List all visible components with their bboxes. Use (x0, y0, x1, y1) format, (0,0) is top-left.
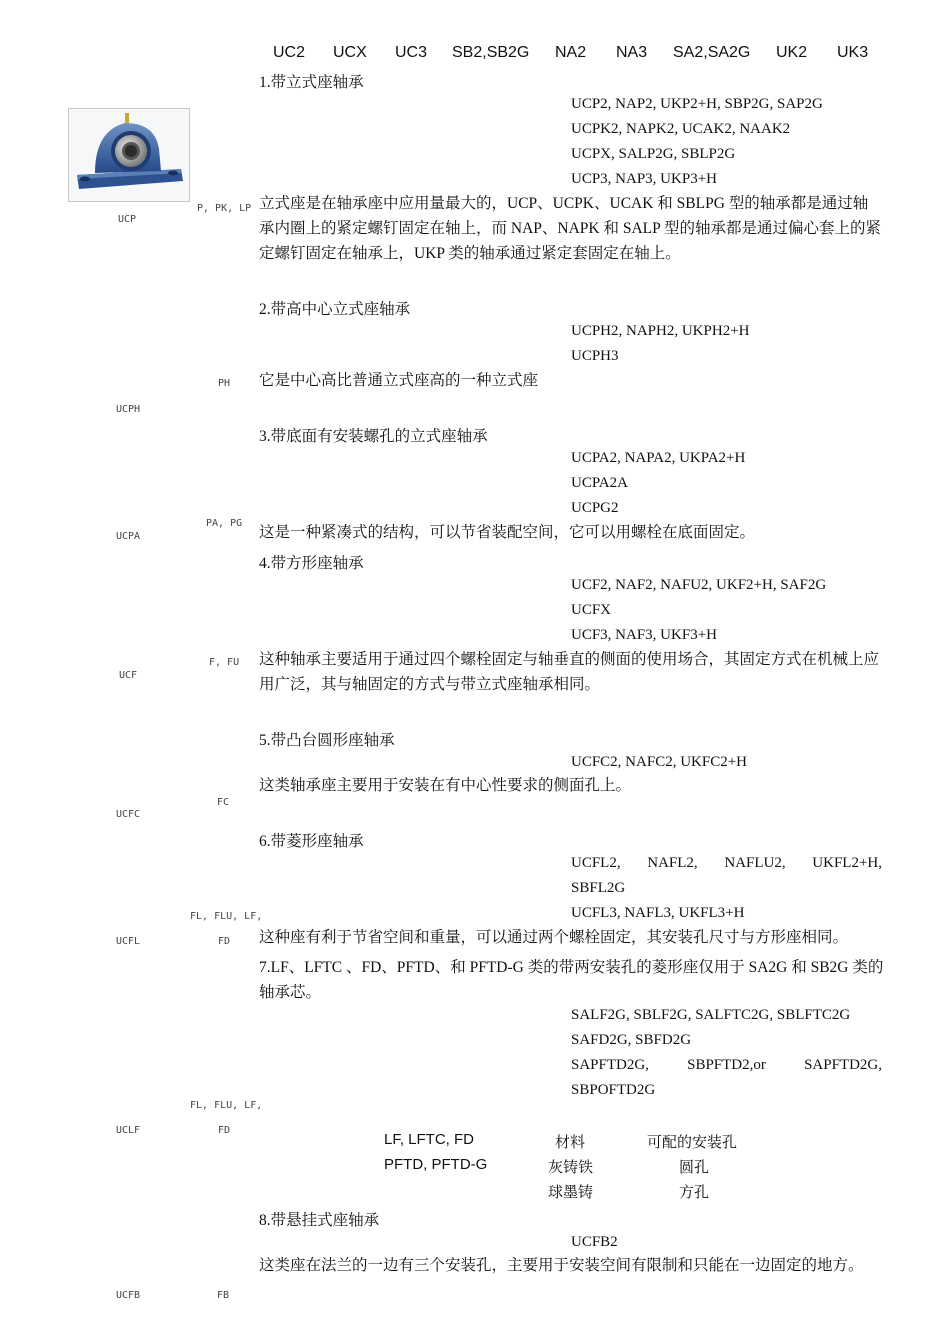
housing-type-label: FD (218, 936, 231, 947)
table-cell: 球墨铸 (548, 1185, 594, 1201)
header-code: UK3 (837, 44, 869, 61)
header-code: SB2,SB2G (452, 44, 530, 61)
section-description: 立式座是在轴承座中应用量最大的，UCP、UCPK、UCAK 和 SBLPG 型的轴承都是通过轴承内圈上的紧定螺钉固定在轴上，而 NAP、NAPK 和 SALP 型的轴承都是通过偏心套上的紧定螺钉固定在轴承上，UKP 类的轴承通过紧定套固定在轴上。 (259, 195, 882, 262)
housing-type-label: FD (218, 1125, 231, 1136)
header-code: SA2,SA2G (673, 44, 751, 61)
bearing-series-label: UCP (118, 214, 137, 225)
header-code: UC3 (395, 44, 428, 61)
bearing-series-label: UCLF (116, 1125, 141, 1136)
header-code: NA3 (616, 44, 648, 61)
model-codes: UCPA2, NAPA2, UKPA2+H (571, 450, 746, 466)
bearing-series-label: UCF (119, 670, 138, 681)
model-codes: SBPOFTD2G (571, 1082, 656, 1098)
table-cell: 材料 (555, 1135, 586, 1151)
model-codes: UCP2, NAP2, UKP2+H, SBP2G, SAP2G (571, 96, 823, 112)
housing-type-label: PH (218, 378, 231, 389)
section-description: 7.LF、LFTC 、FD、PFTD、和 PFTD-G 类的带两安装孔的菱形座仅用于 SA2G 和 SB2G 类的轴承芯。 (259, 959, 884, 1001)
model-codes: UCFB2 (571, 1234, 618, 1250)
model-codes: UCPK2, NAPK2, UCAK2, NAAK2 (571, 121, 791, 137)
housing-type-label: FB (217, 1290, 230, 1301)
model-code: SBPFTD2,or (687, 1057, 766, 1073)
header-code: UCX (333, 44, 367, 61)
model-code: SAPFTD2G, (571, 1057, 649, 1073)
model-codes (571, 1057, 882, 1074)
header-code: UK2 (776, 44, 808, 61)
header-code: UC2 (273, 44, 306, 61)
model-code: NAFL2, (647, 855, 698, 871)
table-cell: 灰铸铁 (548, 1160, 594, 1176)
housing-type-label: FL, FLU, LF, (190, 1100, 263, 1111)
table-cell: PFTD, PFTD-G (384, 1156, 488, 1173)
model-code: SAPFTD2G, (804, 1057, 882, 1073)
housing-type-label: P, PK, LP (197, 203, 252, 214)
section-description: 这种轴承主要适用于通过四个螺栓固定与轴垂直的侧面的使用场合，其固定方式在机械上应用广泛，其与轴固定的方式与带立式座轴承相同。 (259, 651, 880, 693)
bearing-series-label: UCFL (116, 936, 141, 947)
bearing-photo (68, 108, 190, 202)
model-code: NAFLU2, (724, 855, 786, 871)
table-cell: 方孔 (679, 1185, 710, 1201)
section-description: 这类轴承座主要用于安装在有中心性要求的侧面孔上。 (259, 777, 632, 794)
model-codes: SBFL2G (571, 880, 626, 896)
bearing-series-label: UCFB (116, 1290, 141, 1301)
table-cell: 圆孔 (679, 1160, 710, 1176)
section-title: 2.带高中心立式座轴承 (259, 301, 411, 318)
model-codes: UCPA2A (571, 475, 628, 491)
section-description: 这类座在法兰的一边有三个安装孔，主要用于安装空间有限制和只能在一边固定的地方。 (259, 1257, 864, 1274)
housing-type-label: PA, PG (206, 518, 243, 529)
model-codes: UCFX (571, 602, 612, 618)
section-title: 3.带底面有安装螺孔的立式座轴承 (259, 428, 488, 445)
housing-type-label: FL, FLU, LF, (190, 911, 263, 922)
table-cell: 可配的安装孔 (647, 1135, 738, 1151)
pillow-block-bearing-icon (69, 109, 189, 201)
bearing-series-label: UCPH (116, 404, 141, 415)
model-codes: UCFL3, NAFL3, UKFL3+H (571, 905, 745, 921)
bearing-series-label: UCFC (116, 809, 141, 820)
model-codes: UCF3, NAF3, UKF3+H (571, 627, 717, 643)
model-codes: UCPX, SALP2G, SBLP2G (571, 146, 736, 162)
model-codes: UCPH2, NAPH2, UKPH2+H (571, 323, 750, 339)
section-title: 8.带悬挂式座轴承 (259, 1212, 380, 1229)
model-codes: SAFD2G, SBFD2G (571, 1032, 692, 1048)
model-codes: UCF2, NAF2, NAFU2, UKF2+H, SAF2G (571, 577, 827, 593)
model-codes: UCPH3 (571, 348, 619, 364)
section-title: 1.带立式座轴承 (259, 74, 364, 91)
model-codes: UCPG2 (571, 500, 619, 516)
section-title: 5.带凸台圆形座轴承 (259, 732, 395, 749)
bearing-series-label: UCPA (116, 531, 141, 542)
section-description: 这种座有利于节省空间和重量，可以通过两个螺栓固定，其安装孔尺寸与方形座相同。 (259, 929, 849, 946)
section-title: 4.带方形座轴承 (259, 555, 364, 572)
housing-type-label: FC (217, 797, 230, 808)
model-code: UKFL2+H, (812, 855, 883, 871)
model-codes: UCP3, NAP3, UKP3+H (571, 171, 717, 187)
housing-type-label: F, FU (209, 657, 240, 668)
model-codes: SALF2G, SBLF2G, SALFTC2G, SBLFTC2G (571, 1007, 851, 1023)
section-description: 这是一种紧凑式的结构，可以节省装配空间，它可以用螺栓在底面固定。 (259, 524, 756, 541)
section-title: 6.带菱形座轴承 (259, 833, 364, 850)
model-codes (571, 855, 882, 872)
model-codes: UCFC2, NAFC2, UKFC2+H (571, 754, 748, 770)
header-code: NA2 (555, 44, 587, 61)
table-cell: LF, LFTC, FD (384, 1131, 475, 1148)
model-code: UCFL2, (571, 855, 621, 871)
section-description: 它是中心高比普通立式座高的一种立式座 (259, 372, 539, 389)
